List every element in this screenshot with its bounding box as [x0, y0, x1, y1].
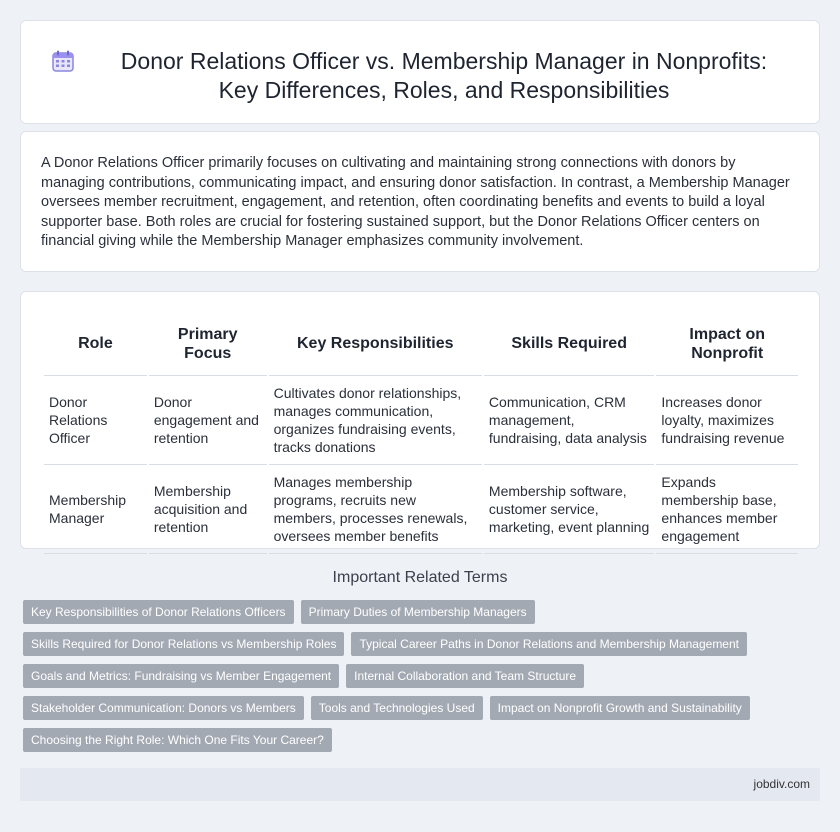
footer	[20, 768, 820, 801]
page-title: Donor Relations Officer vs. Membership Manager in Nonprofits: Key Differences, Roles, and Responsibilities	[120, 48, 768, 103]
cell-primary-focus: Membership acquisition and retention	[149, 465, 267, 554]
comparison-table-card	[20, 291, 820, 549]
tag-row	[23, 600, 783, 624]
related-terms-list	[23, 600, 783, 760]
cell-impact: Increases donor loyalty, maximizes fundraising revenue	[656, 376, 798, 465]
table-row	[44, 376, 798, 465]
calendar-icon	[51, 49, 75, 73]
cell-impact: Expands membership base, enhances member engagement	[656, 465, 798, 554]
cell-role: Donor Relations Officer	[44, 376, 147, 465]
cell-key-responsibilities: Cultivates donor relationships, manages communication, organizes fundraising events, tracks donations	[269, 376, 482, 465]
related-term-tag[interactable]: Stakeholder Communication: Donors vs Members	[23, 696, 304, 720]
related-term-tag[interactable]: Goals and Metrics: Fundraising vs Member Engagement	[23, 664, 339, 688]
header-card	[20, 20, 820, 124]
cell-role: Membership Manager	[44, 465, 147, 554]
cell-skills-required: Communication, CRM management, fundraising, data analysis	[484, 376, 655, 465]
related-term-tag[interactable]: Impact on Nonprofit Growth and Sustainability	[490, 696, 750, 720]
table-header-row	[44, 312, 798, 376]
related-term-tag[interactable]: Primary Duties of Membership Managers	[301, 600, 535, 624]
related-term-tag[interactable]: Choosing the Right Role: Which One Fits Your Career?	[23, 728, 332, 752]
related-terms-title: Important Related Terms	[332, 569, 508, 586]
cell-key-responsibilities: Manages membership programs, recruits new members, processes renewals, oversees member benefits	[269, 465, 482, 554]
table-row	[44, 465, 798, 554]
tag-row	[23, 632, 783, 656]
header-skills-required: Skills Required	[484, 312, 655, 376]
header-primary-focus: Primary Focus	[149, 312, 267, 376]
cell-primary-focus: Donor engagement and retention	[149, 376, 267, 465]
intro-paragraph: A Donor Relations Officer primarily focuses on cultivating and maintaining strong connections with donors by managing contributions, communicating impact, and ensuring donor satisfaction. In contrast, a Membership Manager oversees member recruitment, engagement, and retention, often coordinating benefits and events to build a loyal supporter base. Both roles are crucial for fostering sustained support, but the Donor Relations Officer centers on financial giving while the Membership Manager emphasizes community involvement.	[41, 155, 790, 249]
tag-row	[23, 664, 783, 688]
tag-row	[23, 728, 783, 752]
related-term-tag[interactable]: Key Responsibilities of Donor Relations Officers	[23, 600, 294, 624]
related-term-tag[interactable]: Tools and Technologies Used	[311, 696, 483, 720]
intro-card	[20, 131, 820, 272]
footer-site-link[interactable]: jobdiv.com	[753, 777, 810, 791]
header-key-responsibilities: Key Responsibilities	[269, 312, 482, 376]
related-term-tag[interactable]: Typical Career Paths in Donor Relations and Membership Management	[351, 632, 747, 656]
tag-row	[23, 696, 783, 720]
related-term-tag[interactable]: Internal Collaboration and Team Structure	[346, 664, 584, 688]
related-term-tag[interactable]: Skills Required for Donor Relations vs Membership Roles	[23, 632, 344, 656]
header-role: Role	[44, 312, 147, 376]
header-impact: Impact on Nonprofit	[656, 312, 798, 376]
comparison-table	[42, 312, 800, 554]
cell-skills-required: Membership software, customer service, marketing, event planning	[484, 465, 655, 554]
